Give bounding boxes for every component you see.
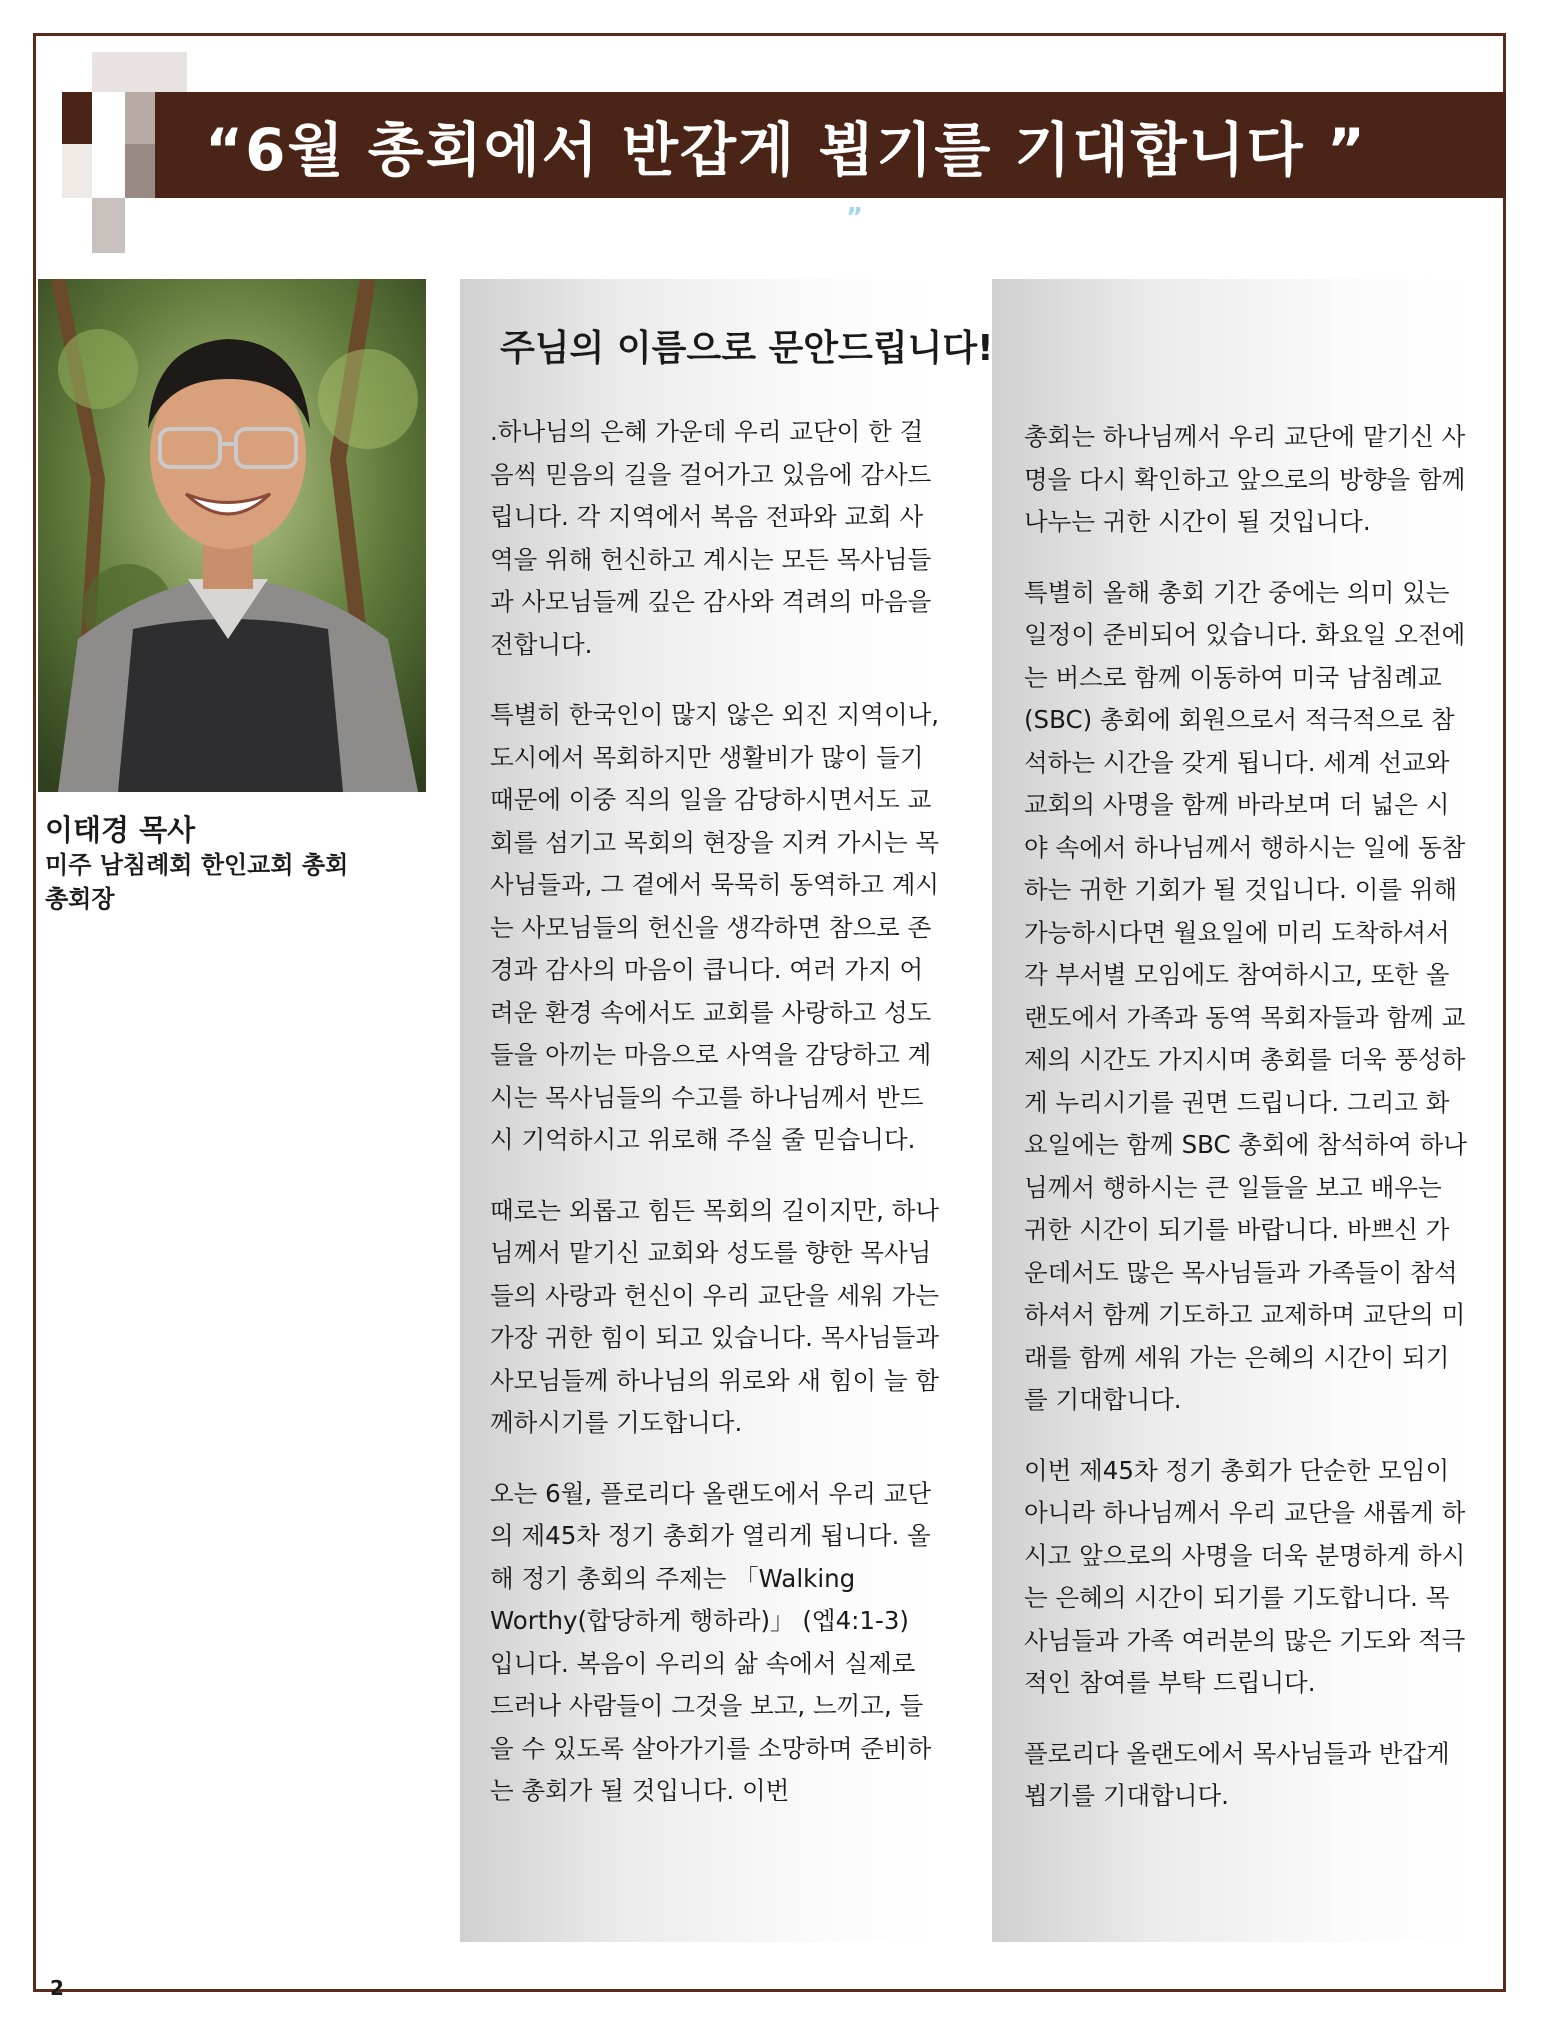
paragraph: 특별히 한국인이 많지 않은 외진 지역이나, 도시에서 목회하지만 생활비가 많이 들기 때문에 이중 직의 일을 감당하시면서도 교회를 섬기고 목회의 현장을 지켜 가시는 목사님들과, 그 곁에서 묵묵히 동역하고 계시는 사모님들의 헌신을 생각하면 참으로 존경과 감사의 마음이 큽니다. 여러 가지 어려운 환경 속에서도 교회를 사랑하고 성도들을 아끼는 마음으로 사역을 감당하고 계시는 목사님들의 수고를 하나님께서 반드시 기억하시고 위로해 주실 줄 믿습니다. (490, 700, 940, 1154)
article-column-1 (490, 411, 940, 1841)
author-role: 미주 남침례회 한인교회 총회 (45, 851, 349, 879)
paragraph: 총회는 하나님께서 우리 교단에 맡기신 사명을 다시 확인하고 앞으로의 방향을 함께 나누는 귀한 시간이 될 것입니다. (1024, 422, 1466, 536)
paragraph: 특별히 올해 총회 기간 중에는 의미 있는 일정이 준비되어 있습니다. 화요일 오전에는 버스로 함께 이동하여 미국 남침례교(SBC) 총회에 회원으로서 적극적으로 참석하는 시간을 갖게 됩니다. 세계 선교와 교회의 사명을 함께 바라보며 더 넓은 시야 속에서 하나님께서 행하시는 일에 동참하는 귀한 기회가 될 것입니다. 이를 위해 가능하시다면 월요일에 미리 도착하셔서 각 부서별 모임에도 참여하시고, 또한 올랜도에서 가족과 동역 목회자들과 함께 교제의 시간도 가지시며 총회를 더욱 풍성하게 누리시기를 권면 드립니다. 그리고 화요일에는 함께 SBC 총회에 참석하여 하나님께서 행하시는 큰 일들을 보고 배우는 귀한 시간이 되기를 바랍니다. 바쁘신 가운데서도 많은 목사님들과 가족들이 참석하셔서 함께 기도하고 교제하며 교단의 미래를 함께 세워 가는 은혜의 시간이 되기를 기대합니다. (1024, 577, 1467, 1414)
article-column-2 (1024, 416, 1472, 1846)
page-title: “6월 총회에서 반갑게 뵙기를 기대합니다 ” (205, 116, 1368, 184)
author-name: 이태경 목사 (45, 813, 196, 847)
greeting-heading: 주님의 이름으로 문안드립니다! (500, 328, 994, 369)
paragraph: 오는 6월, 플로리다 올랜도에서 우리 교단의 제45차 정기 총회가 열리게 됩니다. 올해 정기 총회의 주제는 「Walking Worthy(합당하게 행하라)」 (엡4:1-3) 입니다. 복음이 우리의 삶 속에서 실제로 드러나 사람들이 그것을 보고, 느끼고, 들을 수 있도록 살아가기를 소망하며 준비하는 총회가 될 것입니다. 이번 (490, 1478, 932, 1805)
decorative-quote-mark: ” (846, 203, 864, 233)
paragraph: 플로리다 올랜도에서 목사님들과 반갑게 뵙기를 기대합니다. (1024, 1738, 1450, 1810)
paragraph: 때로는 외롭고 힘든 목회의 길이지만, 하나님께서 맡기신 교회와 성도를 향한 목사님들의 사랑과 헌신이 우리 교단을 세워 가는 가장 귀한 힘이 되고 있습니다. 목사님들과 사모님들께 하나님의 위로와 새 힘이 늘 함께하시기를 기도합니다. (490, 1195, 940, 1437)
author-title: 총회장 (45, 885, 115, 913)
pastor-photo (38, 279, 426, 792)
page-number: 2 (50, 1976, 64, 2000)
paragraph: 이번 제45차 정기 총회가 단순한 모임이 아니라 하나님께서 우리 교단을 새롭게 하시고 앞으로의 사명을 더욱 분명하게 하시는 은혜의 시간이 되기를 기도합니다. 목사님들과 가족 여러분의 많은 기도와 적극적인 참여를 부탁 드립니다. (1024, 1455, 1466, 1697)
photo-caption (45, 812, 445, 916)
paragraph: .하나님의 은혜 가운데 우리 교단이 한 걸음씩 믿음의 길을 걸어가고 있음에 감사드립니다. 각 지역에서 복음 전파와 교회 사역을 위해 헌신하고 계시는 모든 목사님들과 사모님들께 깊은 감사와 격려의 마음을 전합니다. (490, 417, 932, 659)
